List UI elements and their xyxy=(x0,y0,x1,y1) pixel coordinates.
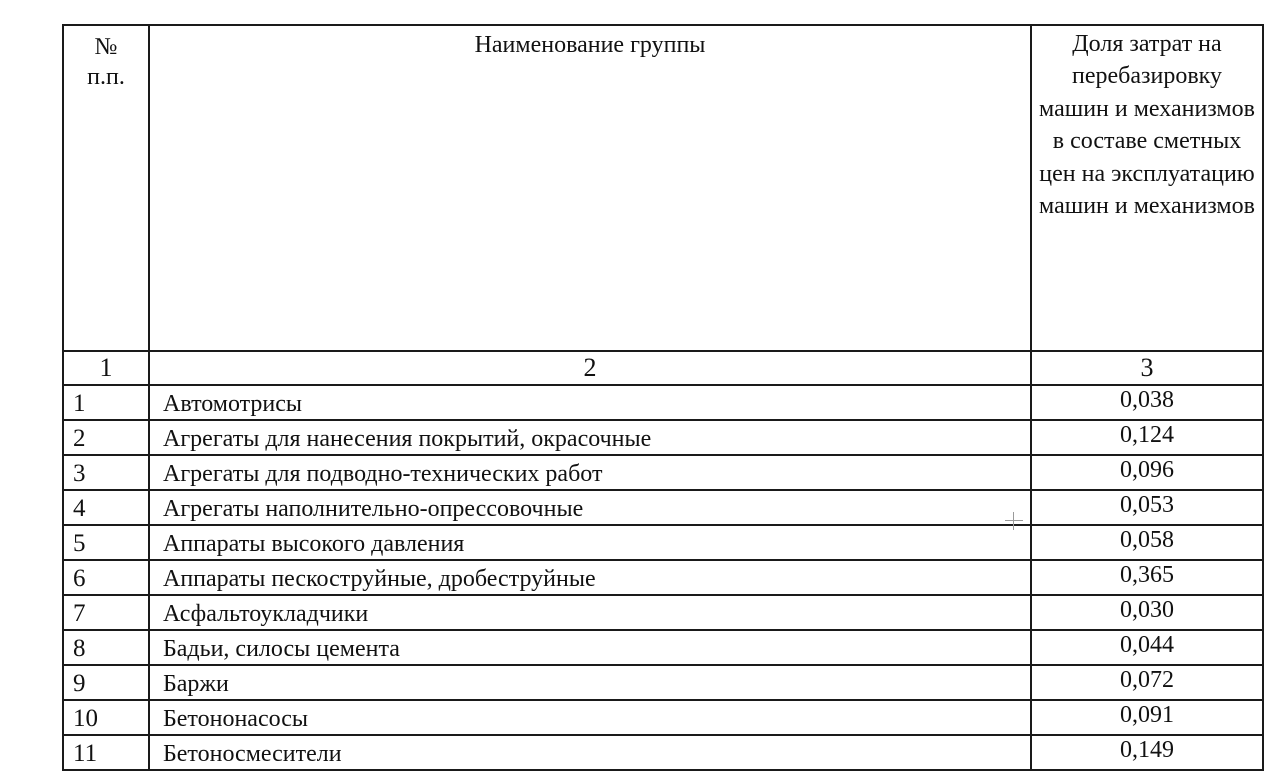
table-row xyxy=(63,595,1263,630)
column-number-2: 2 xyxy=(149,351,1031,385)
row-number: 3 xyxy=(63,455,149,490)
table-header-row xyxy=(63,25,1263,351)
row-cost-share: 0,091 xyxy=(1031,700,1263,735)
row-number: 5 xyxy=(63,525,149,560)
column-number-3: 3 xyxy=(1031,351,1263,385)
row-group-name: Агрегаты наполнительно-опрессовочные xyxy=(149,490,1031,525)
table-row xyxy=(63,700,1263,735)
row-cost-share: 0,072 xyxy=(1031,665,1263,700)
row-group-name: Аппараты пескоструйные, дробеструйные xyxy=(149,560,1031,595)
row-group-name: Бадьи, силосы цемента xyxy=(149,630,1031,665)
row-cost-share: 0,096 xyxy=(1031,455,1263,490)
row-cost-share: 0,044 xyxy=(1031,630,1263,665)
table-row xyxy=(63,385,1263,420)
header-number: № п.п. xyxy=(63,25,149,351)
table-row xyxy=(63,560,1263,595)
table-row xyxy=(63,420,1263,455)
row-cost-share: 0,365 xyxy=(1031,560,1263,595)
row-group-name: Аппараты высокого давления xyxy=(149,525,1031,560)
row-number: 4 xyxy=(63,490,149,525)
table-row xyxy=(63,525,1263,560)
table-row xyxy=(63,665,1263,700)
row-number: 6 xyxy=(63,560,149,595)
header-group-name: Наименование группы xyxy=(149,25,1031,351)
row-cost-share: 0,149 xyxy=(1031,735,1263,770)
table-row xyxy=(63,490,1263,525)
row-group-name: Бетононасосы xyxy=(149,700,1031,735)
cost-share-table xyxy=(62,24,1264,771)
table-row xyxy=(63,455,1263,490)
header-cost-share: Доля затрат на перебазировку машин и механизмов в составе сметных цен на эксплуатацию машин и механизмов xyxy=(1031,25,1263,351)
table-body xyxy=(63,351,1263,770)
row-group-name: Агрегаты для подводно-технических работ xyxy=(149,455,1031,490)
row-group-name: Автомотрисы xyxy=(149,385,1031,420)
row-number: 8 xyxy=(63,630,149,665)
row-number: 10 xyxy=(63,700,149,735)
row-cost-share: 0,038 xyxy=(1031,385,1263,420)
row-group-name: Асфальтоукладчики xyxy=(149,595,1031,630)
row-number: 9 xyxy=(63,665,149,700)
crosshair-mark xyxy=(1005,512,1023,530)
row-number: 7 xyxy=(63,595,149,630)
row-group-name: Баржи xyxy=(149,665,1031,700)
table-row xyxy=(63,630,1263,665)
row-number: 11 xyxy=(63,735,149,770)
row-number: 2 xyxy=(63,420,149,455)
column-number-row xyxy=(63,351,1263,385)
row-cost-share: 0,030 xyxy=(1031,595,1263,630)
row-cost-share: 0,124 xyxy=(1031,420,1263,455)
row-cost-share: 0,053 xyxy=(1031,490,1263,525)
column-number-1: 1 xyxy=(63,351,149,385)
row-group-name: Агрегаты для нанесения покрытий, окрасочные xyxy=(149,420,1031,455)
table-row xyxy=(63,735,1263,770)
row-cost-share: 0,058 xyxy=(1031,525,1263,560)
row-number: 1 xyxy=(63,385,149,420)
row-group-name: Бетоносмесители xyxy=(149,735,1031,770)
